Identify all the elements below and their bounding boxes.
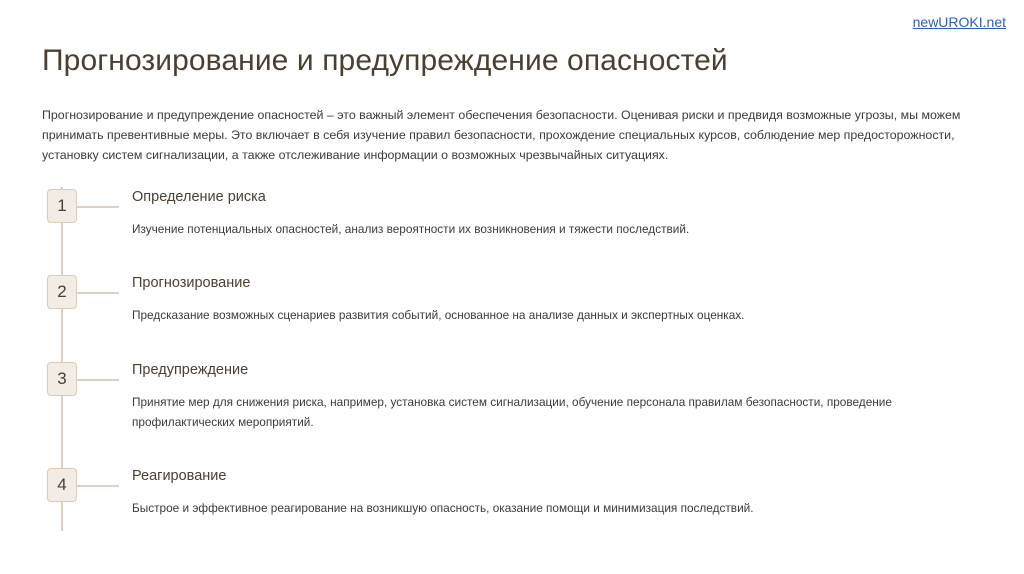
step-connector (77, 485, 119, 487)
step-number-badge: 4 (47, 468, 77, 502)
step-number-badge: 2 (47, 275, 77, 309)
intro-paragraph: Прогнозирование и предупреждение опасностей – это важный элемент обеспечения безопасности. Оценивая риски и предвидя возможные угрозы, мы можем принимать превентивные меры. Это включает в себя изучение правил безопасности, прохождение специальных курсов, соблюдение мер предосторожности, установку систем сигнализации, а также отслеживание информации о возможных чрезвычайных ситуациях. (42, 108, 961, 162)
step-description: Изучение потенциальных опасностей, анализ вероятности их возникновения и тяжести последствий. (132, 222, 690, 236)
step-title: Определение риска (132, 189, 266, 205)
step-title: Прогнозирование (132, 275, 251, 291)
step-connector (77, 379, 119, 381)
step-description: Принятие мер для снижения риска, например, установка систем сигнализации, обучение персонала правилам безопасности, проведение профилактических мероприятий. (132, 395, 892, 429)
step-description: Быстрое и эффективное реагирование на возникшую опасность, оказание помощи и минимизация последствий. (132, 501, 754, 515)
page-title: Прогнозирование и предупреждение опасностей (42, 44, 728, 77)
step-number-badge: 1 (47, 189, 77, 223)
step-description: Предсказание возможных сценариев развития событий, основанное на анализе данных и экспертных оценках. (132, 308, 745, 322)
step-connector (77, 206, 119, 208)
step-title: Предупреждение (132, 362, 249, 378)
step-number-badge: 3 (47, 362, 77, 396)
site-link[interactable]: newUROKI.net (912, 14, 1006, 30)
step-connector (77, 292, 119, 294)
step-title: Реагирование (132, 468, 227, 484)
